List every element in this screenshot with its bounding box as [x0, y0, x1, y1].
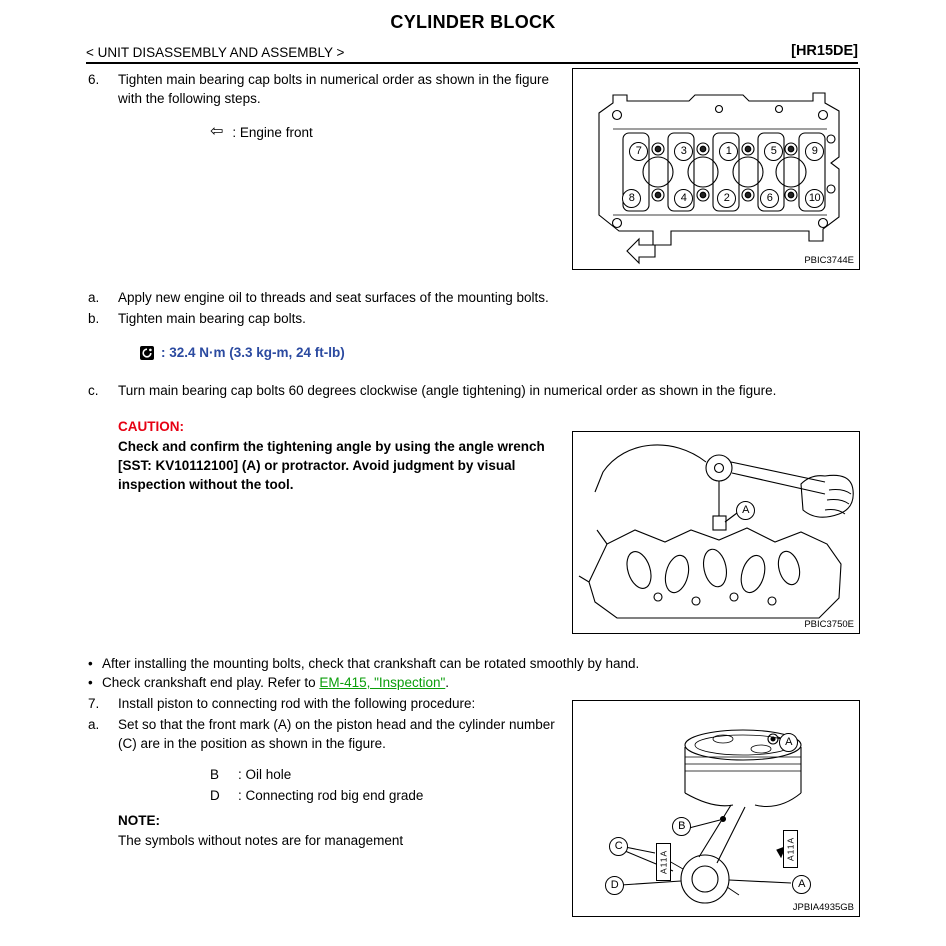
legend-desc-b: : Oil hole [238, 767, 292, 782]
figure-code: JPBIA4935GB [792, 902, 854, 913]
bolt-number-1: 1 [719, 142, 738, 161]
torque-icon [140, 346, 154, 360]
substep-a-label: a. [88, 290, 100, 305]
bullet-icon: • [88, 675, 93, 690]
rod-grade-tag: A11A [656, 843, 671, 881]
wrench-label-a: A [736, 501, 755, 520]
bolt-number-2: 2 [717, 189, 736, 208]
section-title: < UNIT DISASSEMBLY AND ASSEMBLY > [86, 45, 345, 60]
bullet-crankshaft-rotate: After installing the mounting bolts, check that crankshaft can be rotated smoothly by hand. [102, 656, 640, 671]
angle-wrench-drawing [573, 432, 857, 631]
note-label: NOTE: [118, 813, 160, 828]
figure-angle-wrench [572, 431, 860, 634]
piston-label-d-big-end-grade: D [605, 876, 624, 895]
caution-label: CAUTION: [118, 419, 184, 434]
legend-row-d [210, 788, 423, 803]
engine-front-label: : Engine front [232, 124, 313, 140]
substep-a-text: Apply new engine oil to threads and seat surfaces of the mounting bolts. [118, 290, 549, 305]
step6-text: Tighten main bearing cap bolts in numerical order as shown in the figure with the following steps. [118, 72, 549, 106]
figure-main-bearing-bolt-order [572, 68, 860, 270]
substep-b-text: Tighten main bearing cap bolts. [118, 311, 306, 326]
figure-code: PBIC3744E [804, 255, 854, 266]
figure-piston-rod [572, 700, 860, 917]
bolt-number-3: 3 [674, 142, 693, 161]
header-divider [86, 62, 858, 64]
bolt-number-10: 10 [805, 189, 824, 208]
step7a-text: Set so that the front mark (A) on the piston head and the cylinder number (C) are in the position as shown in the figure. [118, 717, 555, 751]
legend-row-b [210, 767, 291, 782]
bullet-end-play-text: Check crankshaft end play. Refer to [102, 675, 320, 690]
page-title: CYLINDER BLOCK [390, 12, 556, 32]
piston-label-a-bottom: A [792, 875, 811, 894]
em-415-inspection-link[interactable]: EM-415, "Inspection" [319, 675, 446, 690]
substep-c-label: c. [88, 383, 99, 398]
legend-key-b: B [210, 767, 220, 782]
bolt-number-4: 4 [674, 189, 693, 208]
bolt-number-9: 9 [805, 142, 824, 161]
bolt-number-8: 8 [622, 189, 641, 208]
substep-c-text: Turn main bearing cap bolts 60 degrees clockwise (angle tightening) in numerical order as shown in the figure. [118, 383, 777, 398]
step7-number: 7. [88, 696, 100, 711]
bolt-number-6: 6 [760, 189, 779, 208]
caution-text: Check and confirm the tightening angle by using the angle wrench [SST: KV10112100] (A) or protractor. Avoid judgment by visual inspection without the tool. [118, 439, 545, 492]
engine-code-badge: [HR15DE] [791, 43, 858, 59]
bolt-number-7: 7 [629, 142, 648, 161]
engine-front-note [210, 124, 313, 140]
legend-key-d: D [210, 788, 220, 803]
bullet-icon: • [88, 656, 93, 671]
step7a-label: a. [88, 717, 100, 732]
step7-text: Install piston to connecting rod with the following procedure: [118, 696, 476, 711]
bolt-number-5: 5 [764, 142, 783, 161]
torque-spec-text: : 32.4 N·m (3.3 kg-m, 24 ft-lb) [161, 345, 345, 360]
bullet-end-play [102, 673, 850, 692]
note-text: The symbols without notes are for management [118, 833, 404, 848]
figure-code: PBIC3750E [804, 619, 854, 630]
torque-spec-row [140, 345, 345, 360]
piston-label-c-cylinder-number: C [609, 837, 628, 856]
legend-desc-d: : Connecting rod big end grade [238, 788, 424, 803]
substep-b-label: b. [88, 311, 100, 326]
step6-number: 6. [88, 72, 100, 87]
bullet-end-play-period: . [445, 675, 450, 690]
rod-grade-tag-callout: A11A [783, 830, 798, 868]
engine-front-arrow-icon: ⇦ [210, 123, 224, 140]
piston-label-a-front-mark: A [779, 733, 798, 752]
engine-block-bottom-view-drawing [573, 69, 857, 267]
piston-label-b-oil-hole: B [672, 817, 691, 836]
